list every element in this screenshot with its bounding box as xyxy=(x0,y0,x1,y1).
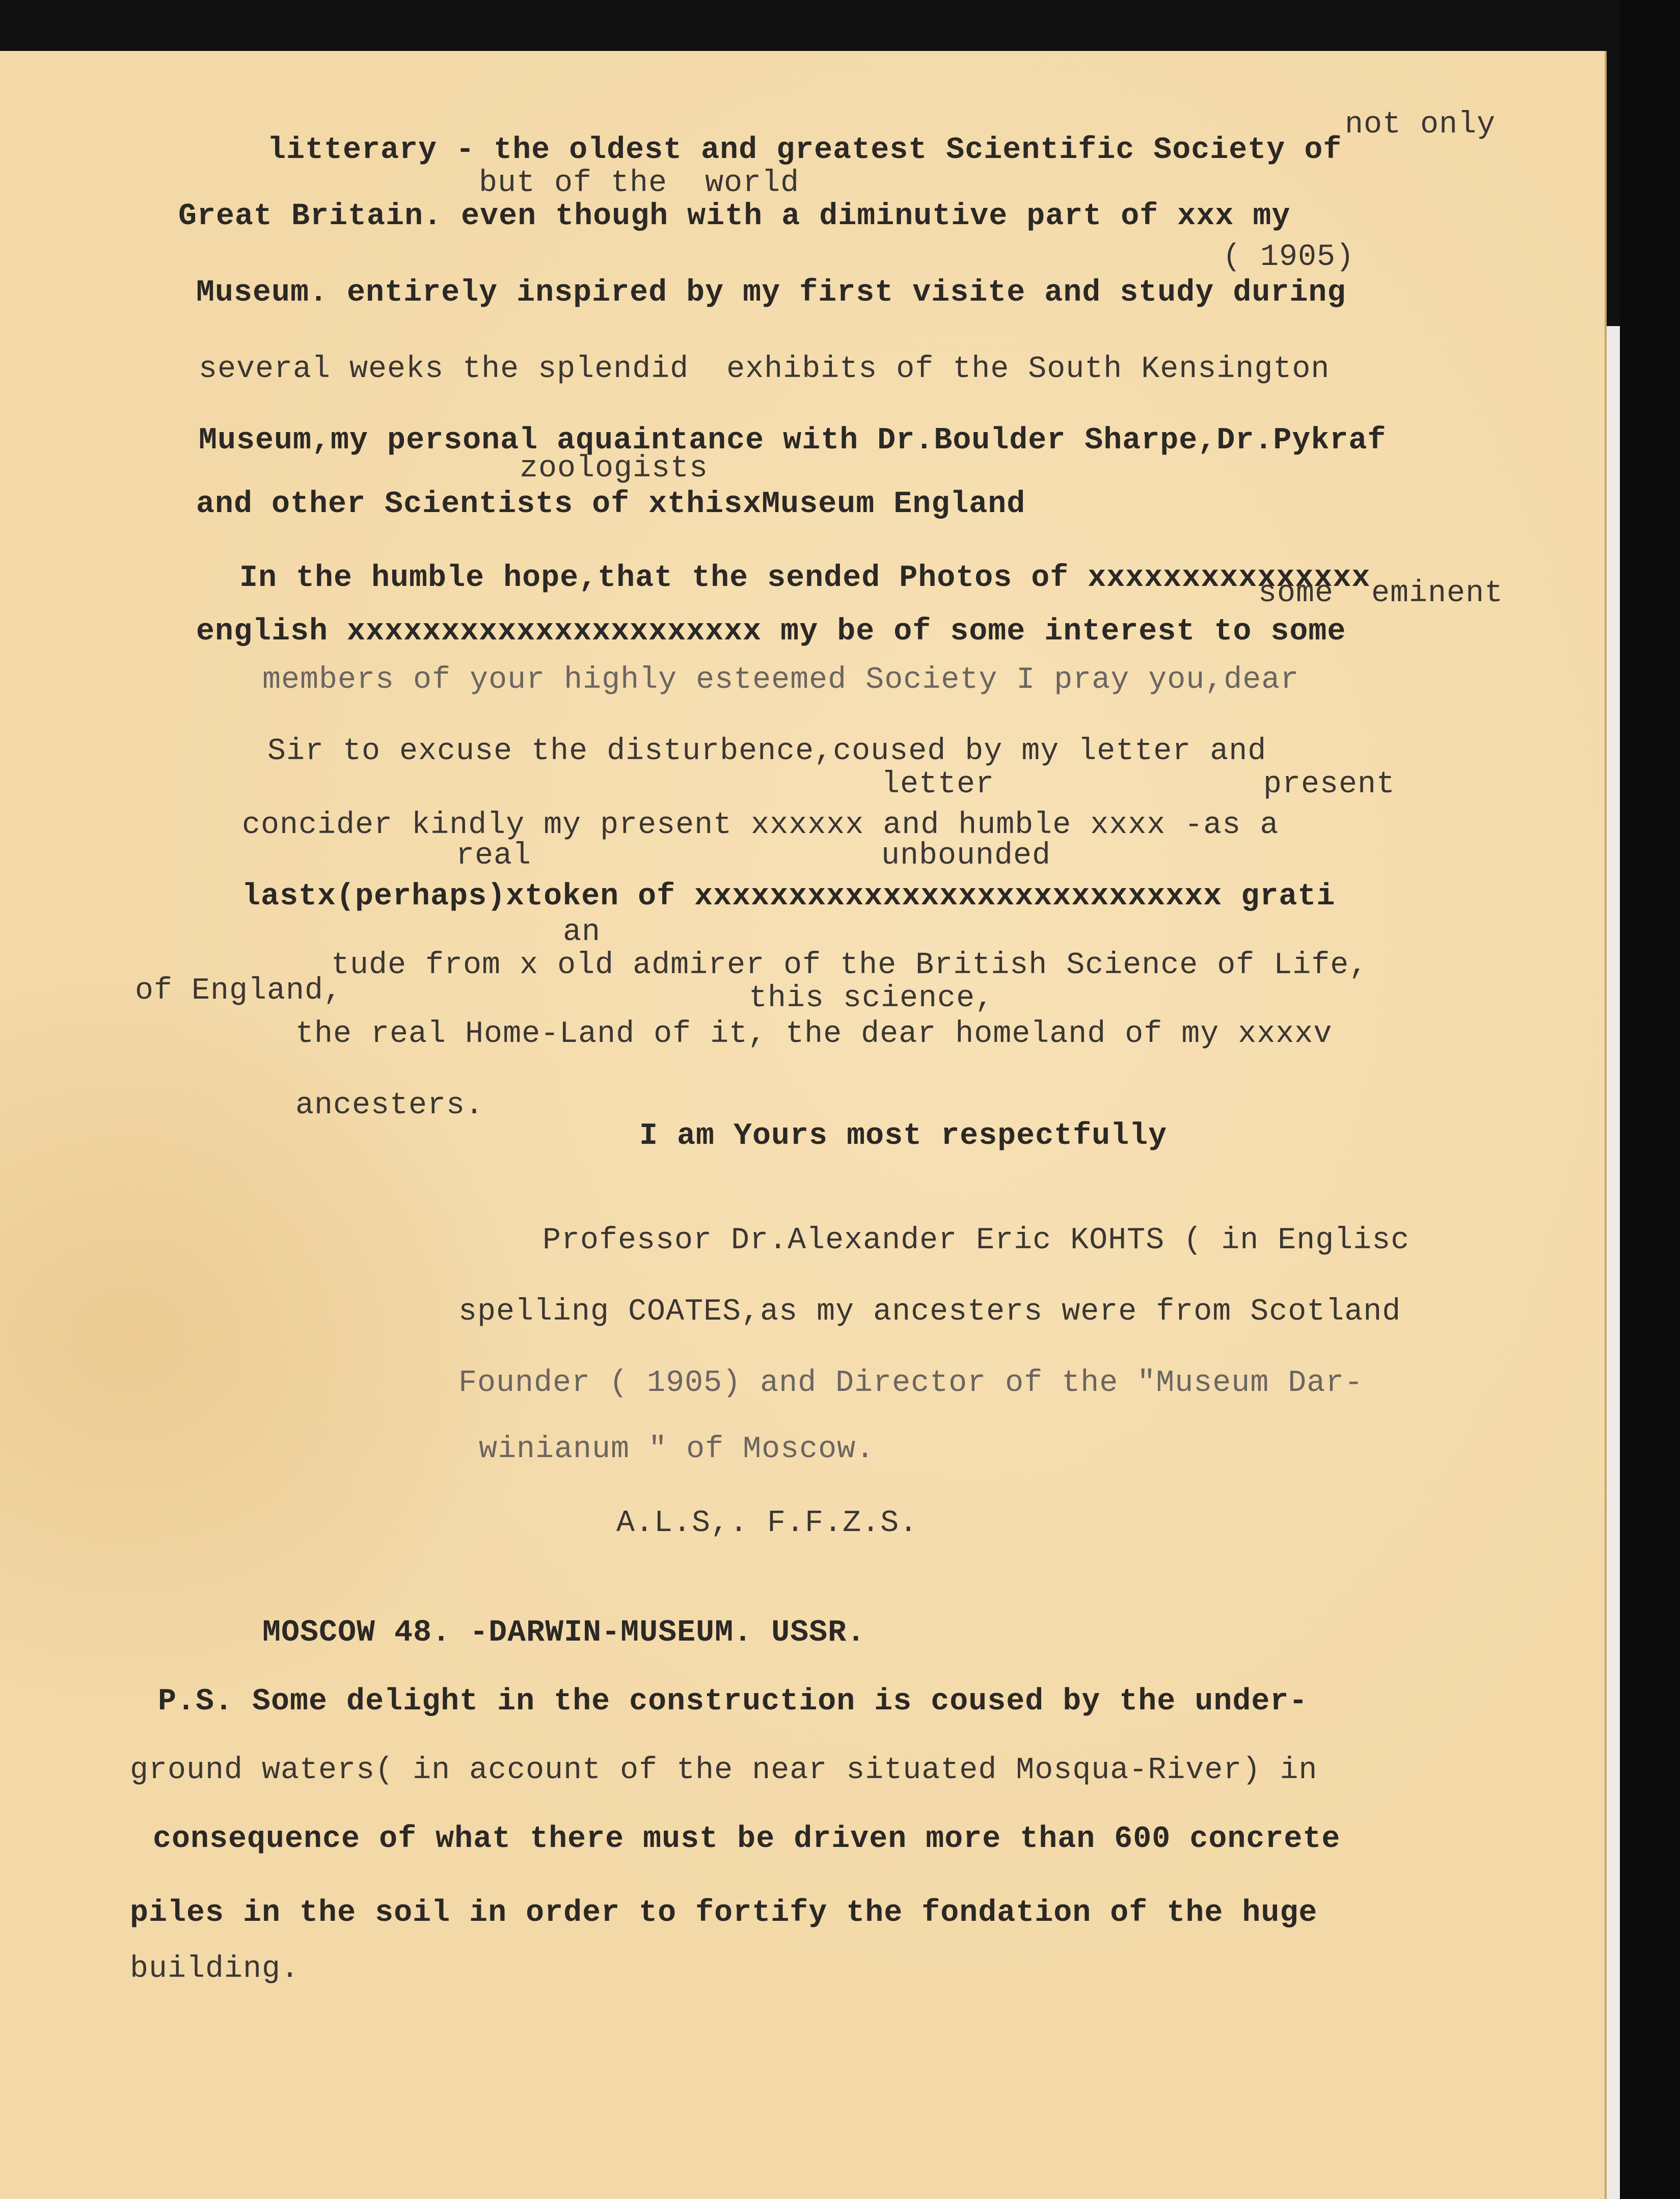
text-line: some eminent xyxy=(1258,576,1504,611)
signature-line: spelling COATES,as my ancesters were from Scotland xyxy=(458,1295,1401,1329)
text-line: english xxxxxxxxxxxxxxxxxxxxxx my be of some interest to some xyxy=(196,614,1346,649)
signature-line: Founder ( 1905) and Director of the "Museum Dar- xyxy=(458,1366,1364,1401)
address-line: MOSCOW 48. -DARWIN-MUSEUM. USSR. xyxy=(262,1616,866,1650)
text-line: tude from x old admirer of the British Science of Life, xyxy=(331,948,1368,983)
text-line: the real Home-Land of it, the dear homeland of my xxxxv xyxy=(295,1017,1333,1052)
text-line: of England, xyxy=(135,974,343,1008)
text-line: this science, xyxy=(749,981,994,1016)
text-line: unbounded xyxy=(881,839,1051,873)
text-line: an xyxy=(563,915,601,950)
postscript-line: piles in the soil in order to fortify the fondation of the huge xyxy=(130,1896,1318,1930)
text-line: Sir to excuse the disturbence,coused by my letter and xyxy=(267,734,1267,769)
postscript-line: consequence of what there must be driven more than 600 concrete xyxy=(153,1822,1341,1857)
text-line: several weeks the splendid exhibits of the South Kensington xyxy=(199,352,1330,387)
postscript-line: building. xyxy=(130,1952,300,1987)
text-line: ancesters. xyxy=(295,1088,484,1123)
text-line: not only xyxy=(1345,108,1496,142)
text-line: litterary - the oldest and greatest Scientific Society of xyxy=(267,133,1342,168)
text-line: present xyxy=(1263,767,1396,802)
text-line: concider kindly my present xxxxxx and humble xxxx -as a xyxy=(242,808,1279,843)
text-line: and other Scientists of xthisxMuseum England xyxy=(196,487,1026,522)
postscript-line: P.S. Some delight in the construction is coused by the under- xyxy=(158,1684,1308,1719)
text-line: Great Britain. even though with a diminutive part of xxx my xyxy=(178,199,1291,234)
text-line: zoologists xyxy=(520,451,709,486)
text-line: lastx(perhaps)xtoken of xxxxxxxxxxxxxxxxxxxxxxxxxxxx grati xyxy=(242,879,1336,914)
text-line: I am Yours most respectfully xyxy=(639,1119,1168,1154)
text-line: but of the world xyxy=(479,166,800,201)
credentials-line: A.L.S,. F.F.Z.S. xyxy=(616,1506,918,1541)
signature-line: winianum " of Moscow. xyxy=(479,1432,875,1467)
text-line: ( 1905) xyxy=(1223,240,1355,275)
signature-line: Professor Dr.Alexander Eric KOHTS ( in Englisc xyxy=(543,1223,1410,1258)
text-line: members of your highly esteemed Society I pray you,dear xyxy=(262,663,1299,698)
text-line: real xyxy=(456,839,532,873)
text-line: In the humble hope,that the sended Photos of xxxxxxxxxxxxxxx xyxy=(239,561,1371,596)
scanner-edge xyxy=(1620,0,1680,2199)
text-line: Museum. entirely inspired by my first visite and study during xyxy=(196,276,1346,310)
typewritten-letter-page xyxy=(0,51,1607,2199)
text-line: letter xyxy=(881,767,995,802)
postscript-line: ground waters( in account of the near situated Mosqua-River) in xyxy=(130,1753,1318,1788)
text-line: Museum,my personal aquaintance with Dr.Boulder Sharpe,Dr.Pykraf xyxy=(199,423,1387,458)
